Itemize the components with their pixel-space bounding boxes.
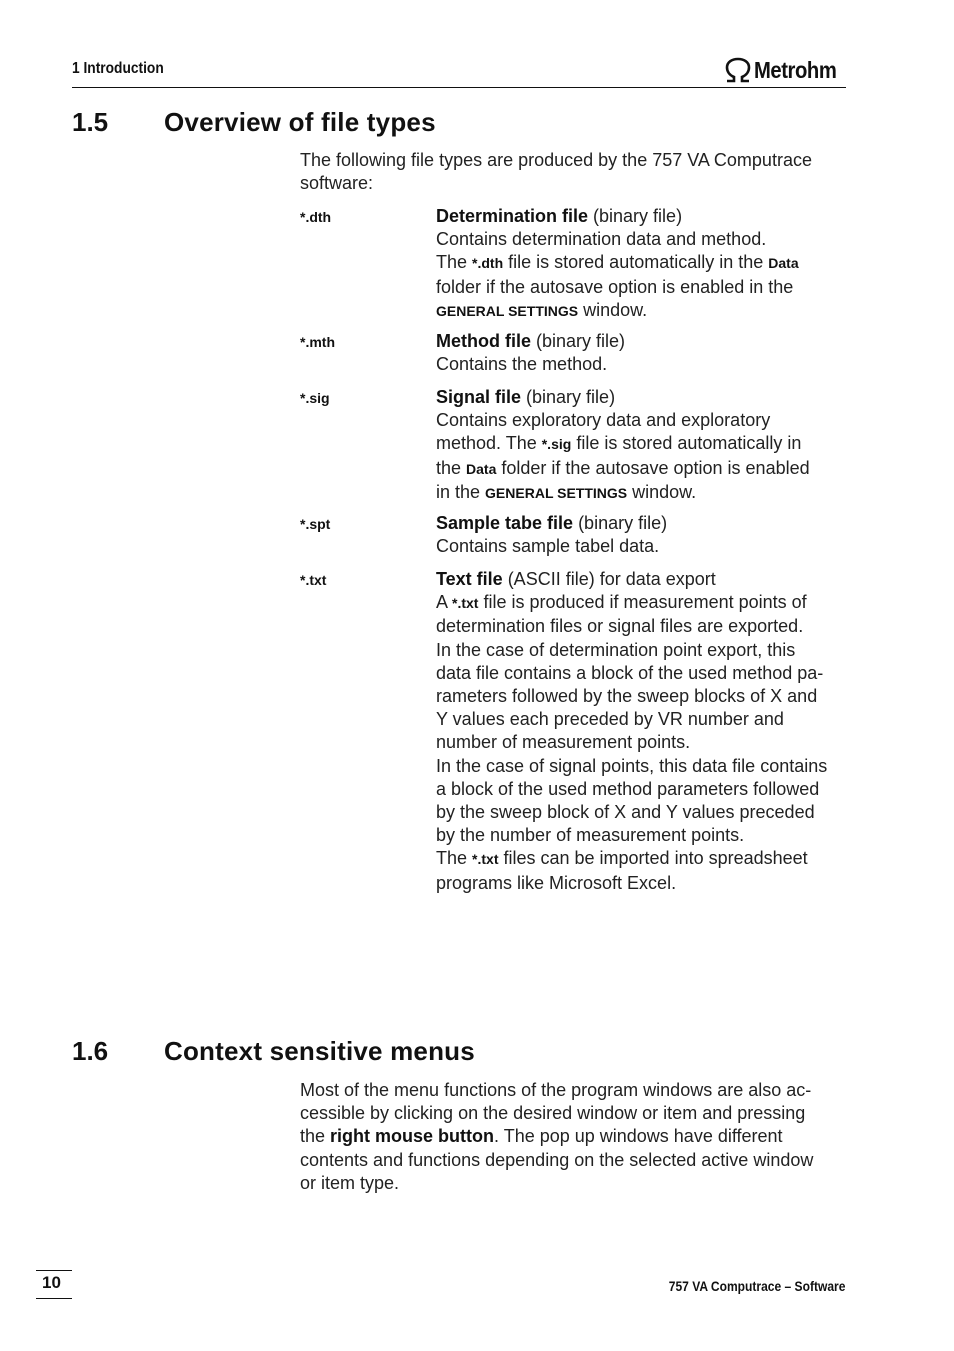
text-run: in the bbox=[436, 481, 486, 502]
inline-extension: *.txt bbox=[472, 851, 499, 868]
section-paragraph bbox=[300, 1079, 813, 1195]
text-line: The following file types are produced by the 757 VA Computrace bbox=[300, 150, 812, 170]
text-run: A bbox=[436, 592, 453, 613]
text-line: by the sweep block of X and Y values preceded bbox=[436, 802, 815, 823]
header-rule bbox=[72, 87, 846, 88]
file-type-name: Method file bbox=[436, 331, 531, 351]
text-line: In the case of determination point export, this bbox=[436, 639, 796, 660]
folder-name: Data bbox=[466, 460, 497, 477]
text-line: In the case of signal points, this data file contains bbox=[436, 755, 828, 776]
file-extension: *.dth bbox=[300, 209, 332, 225]
text-run: file is stored automatically in bbox=[571, 433, 802, 454]
section-title: Overview of file types bbox=[164, 107, 436, 137]
intro-paragraph bbox=[300, 149, 812, 195]
inline-extension: *.sig bbox=[541, 436, 572, 453]
text-line: by the number of measurement points. bbox=[436, 825, 745, 846]
file-type-name: Sample tabe file bbox=[436, 513, 574, 533]
text-run: the bbox=[436, 457, 467, 478]
file-kind: (binary file) bbox=[573, 513, 668, 533]
text-line: programs like Microsoft Excel. bbox=[436, 872, 677, 893]
file-type-name: Signal file bbox=[436, 387, 522, 407]
text-run: file is produced if measurement points of bbox=[478, 592, 807, 613]
section-number: 1.5 bbox=[72, 107, 109, 137]
brand-name: Metrohm bbox=[754, 56, 837, 83]
file-kind: (binary file) bbox=[588, 206, 683, 226]
text-line: a block of the used method parameters followed bbox=[436, 778, 820, 799]
emphasis: right mouse button bbox=[330, 1126, 495, 1147]
file-type-description bbox=[436, 568, 848, 895]
text-line: Contains sample tabel data. bbox=[436, 536, 660, 557]
folder-name: Data bbox=[768, 255, 799, 272]
text-run: file is stored automatically in the bbox=[503, 252, 769, 273]
window-name: GENERAL SETTINGS bbox=[485, 484, 628, 501]
file-extension: *.mth bbox=[300, 334, 335, 350]
text-run: window. bbox=[578, 299, 648, 320]
brand-logo bbox=[724, 56, 848, 84]
text-line: folder if the autosave option is enabled in the bbox=[436, 276, 794, 297]
file-type-description bbox=[436, 205, 848, 323]
file-kind: (binary file) bbox=[521, 387, 616, 407]
file-type-name: Determination file bbox=[436, 206, 589, 226]
text-run: window. bbox=[627, 481, 697, 502]
text-run: files can be imported into spreadsheet bbox=[498, 848, 808, 869]
text-line: Y values each preceded by VR number and bbox=[436, 709, 784, 730]
text-run: method. The bbox=[436, 433, 542, 454]
text-run: The bbox=[436, 252, 473, 273]
text-line: Contains exploratory data and exploratory bbox=[436, 410, 771, 431]
inline-extension: *.txt bbox=[452, 595, 479, 612]
text-line: contents and functions depending on the selected active window bbox=[300, 1149, 814, 1170]
file-extension: *.txt bbox=[300, 572, 327, 588]
text-line: determination files or signal files are exported. bbox=[436, 616, 804, 637]
inline-extension: *.dth bbox=[472, 255, 504, 272]
text-run: the bbox=[300, 1126, 331, 1147]
file-extension: *.spt bbox=[300, 516, 331, 532]
page-number: 10 bbox=[42, 1273, 61, 1292]
text-line: Contains the method. bbox=[436, 354, 608, 375]
text-line: number of measurement points. bbox=[436, 732, 691, 753]
file-type-name: Text file bbox=[436, 569, 503, 589]
text-line: Most of the menu functions of the program windows are also ac- bbox=[300, 1080, 812, 1100]
text-run: . The pop up windows have different bbox=[494, 1126, 783, 1147]
file-extension: *.sig bbox=[300, 390, 330, 406]
file-kind: (ASCII file) for data export bbox=[502, 569, 716, 589]
text-run: folder if the autosave option is enabled bbox=[496, 457, 810, 478]
section-number: 1.6 bbox=[72, 1036, 109, 1066]
window-name: GENERAL SETTINGS bbox=[436, 302, 579, 319]
text-line: or item type. bbox=[300, 1172, 400, 1193]
chapter-header: 1 Introduction bbox=[72, 60, 164, 77]
text-run: The bbox=[436, 848, 473, 869]
footer-document-title: 757 VA Computrace – Software bbox=[668, 1278, 845, 1294]
file-type-description bbox=[436, 386, 848, 505]
text-line: cessible by clicking on the desired window or item and pressing bbox=[300, 1103, 806, 1124]
section-title: Context sensitive menus bbox=[164, 1036, 475, 1066]
omega-icon bbox=[724, 57, 752, 83]
text-line: software: bbox=[300, 173, 374, 194]
text-line: data file contains a block of the used method pa- bbox=[436, 662, 824, 683]
text-line: Contains determination data and method. bbox=[436, 229, 767, 250]
file-kind: (binary file) bbox=[531, 331, 626, 351]
text-line: rameters followed by the sweep blocks of X and bbox=[436, 686, 818, 707]
file-type-description bbox=[436, 330, 848, 376]
file-type-description bbox=[436, 512, 848, 558]
